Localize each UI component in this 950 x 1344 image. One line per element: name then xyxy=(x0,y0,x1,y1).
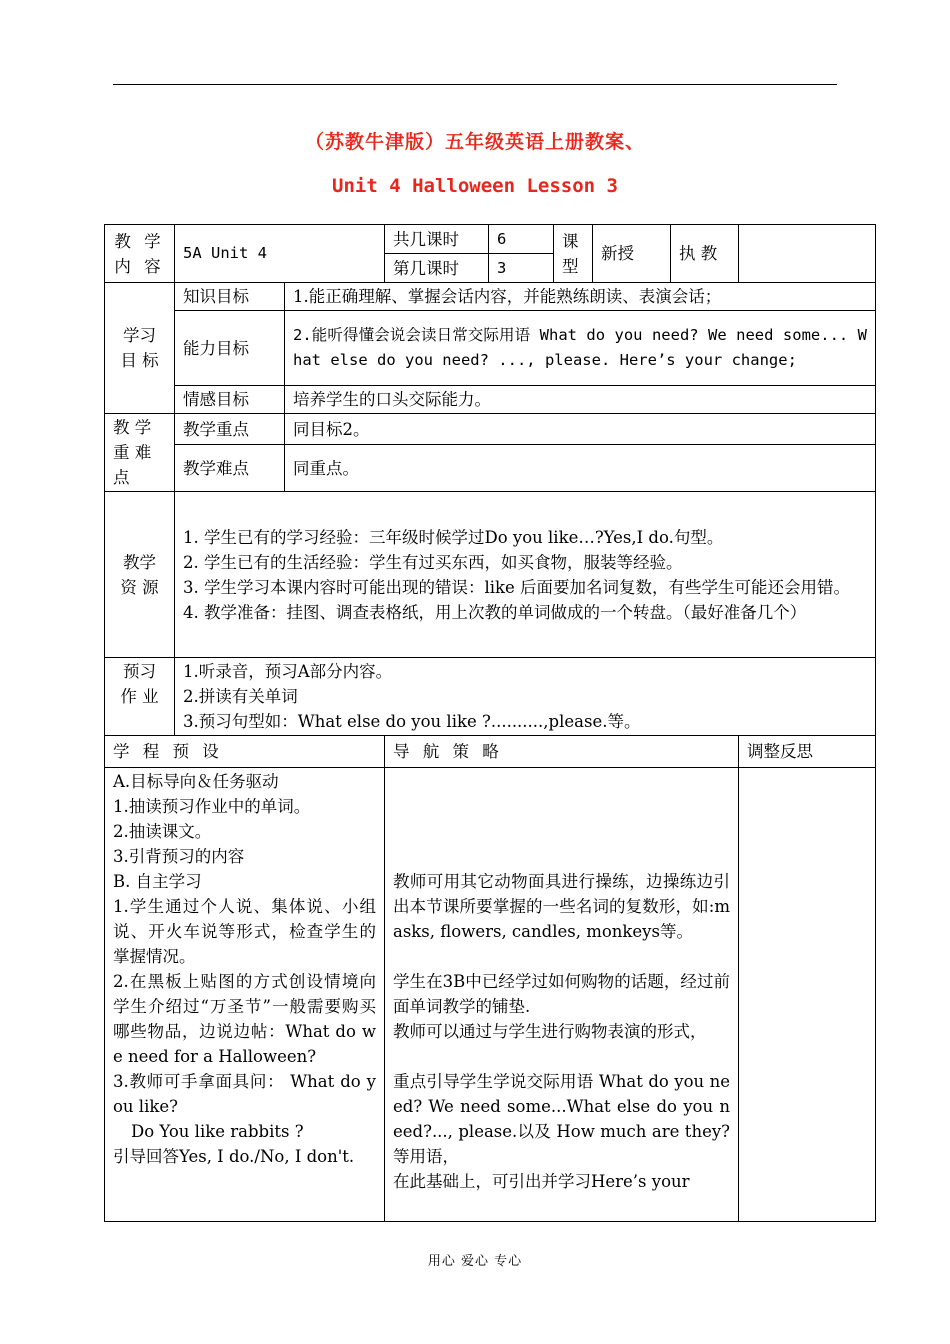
strategy-paragraph: 学生在3B中已经学过如何购物的话题，经过前面单词教学的铺垫. xyxy=(393,972,730,1016)
plan-step: 1.抽读预习作业中的单词。 xyxy=(113,797,311,816)
resource-item: 1. 学生已有的学习经验：三年级时候学过Do you like…?Yes,I do.句型。 xyxy=(183,527,724,547)
focus-label: 教学重点 xyxy=(175,414,285,445)
plan-col1-header: 学 程 预 设 xyxy=(105,736,385,768)
resource-item: 3. 学生学习本课内容时可能出现的错误：like 后面要加名词复数，有些学生可能还会用错。 xyxy=(183,577,851,597)
period-label: 第几课时 xyxy=(385,254,489,283)
lesson-title: Unit 4 Halloween Lesson 3 xyxy=(332,175,618,197)
plan-step: 2.在黑板上贴图的方式创设情境向学生介绍过“万圣节”一般需要购买哪些物品，边说边帖：What do we need for a Halloween? xyxy=(113,972,376,1066)
ability-label: 能力目标 xyxy=(175,311,285,386)
preview-item: 1.听录音，预习A部分内容。 xyxy=(183,662,393,681)
key-points-label: 教 学 重 难 点 xyxy=(105,414,175,492)
total-periods-value: 6 xyxy=(489,225,554,254)
difficulty-label: 教学难点 xyxy=(175,445,285,492)
knowledge-text: 1.能正确理解、掌握会话内容，并能熟练朗读、表演会话； xyxy=(285,283,876,311)
plan-step: 3.引背预习的内容 xyxy=(113,847,245,866)
strategy-paragraph: 在此基础上，可引出并学习Here’s your xyxy=(393,1172,690,1191)
plan-step: 1.学生通过个人说、集体说、小组说、开火车说等形式，检查学生的掌握情况。 xyxy=(113,897,376,966)
document-title: （苏教牛津版）五年级英语上册教案、 xyxy=(304,131,645,153)
plan-step: 3.教师可手拿面具问： What do you like? xyxy=(113,1072,376,1116)
knowledge-label: 知识目标 xyxy=(175,283,285,311)
teacher-label: 执 教 xyxy=(671,225,739,283)
period-value: 3 xyxy=(489,254,554,283)
strategy-paragraph: 重点引导学生学说交际用语 What do you need? We need some...What else do you need?..., please.以及 How much are they?等用语， xyxy=(393,1072,730,1166)
header-rule xyxy=(113,84,837,85)
teacher-value xyxy=(739,225,876,283)
objectives-label: 学习 目 标 xyxy=(105,283,175,414)
type-value: 新授 xyxy=(593,225,671,283)
plan-step: B. 自主学习 xyxy=(113,872,202,891)
preview-label: 预习 作 业 xyxy=(105,658,175,736)
preview-item: 2.拼读有关单词 xyxy=(183,687,298,706)
content-label: 教 学 内 容 xyxy=(105,225,175,283)
resources-list xyxy=(175,492,876,658)
preview-list xyxy=(175,658,876,736)
ability-text: 2.能听得懂会说会读日常交际用语 What do you need? We need some... What else do you need? ..., please. Here’s your change; xyxy=(285,311,876,386)
difficulty-text: 同重点。 xyxy=(285,445,876,492)
plan-col1-body xyxy=(105,768,385,1222)
plan-col3-header: 调整反思 xyxy=(739,736,876,768)
plan-step: A.目标导向＆任务驱动 xyxy=(113,772,279,791)
content-value: 5A Unit 4 xyxy=(175,225,385,283)
type-label: 课 型 xyxy=(554,225,593,283)
resource-item: 2. 学生已有的生活经验：学生有过买东西，如买食物，服装等经验。 xyxy=(183,552,683,572)
plan-col3-body xyxy=(739,768,876,1222)
focus-text: 同目标2。 xyxy=(285,414,876,445)
emotion-label: 情感目标 xyxy=(175,386,285,414)
plan-step: Do You like rabbits ? xyxy=(131,1122,304,1141)
resources-label: 教学 资 源 xyxy=(105,492,175,658)
strategy-paragraph: 教师可用其它动物面具进行操练，边操练边引出本节课所要掌握的一些名词的复数形，如:masks, flowers, candles, monkeys等。 xyxy=(393,872,730,941)
emotion-text: 培养学生的口头交际能力。 xyxy=(285,386,876,414)
plan-col2-body xyxy=(385,768,739,1222)
preview-item: 3.预习句型如：What else do you like ?..........,please.等。 xyxy=(183,712,641,731)
plan-step: 2.抽读课文。 xyxy=(113,822,212,841)
plan-col2-header: 导 航 策 略 xyxy=(385,736,739,768)
page-footer: 用心 爱心 专心 xyxy=(427,1254,523,1269)
lesson-plan-table xyxy=(104,224,876,1222)
plan-step: 引导回答Yes, I do./No, I don't. xyxy=(113,1147,355,1166)
strategy-paragraph: 教师可以通过与学生进行购物表演的形式， xyxy=(393,1022,707,1041)
total-periods-label: 共几课时 xyxy=(385,225,489,254)
resource-item: 4. 教学准备：挂图、调查表格纸，用上次教的单词做成的一个转盘。（最好准备几个） xyxy=(183,602,807,622)
